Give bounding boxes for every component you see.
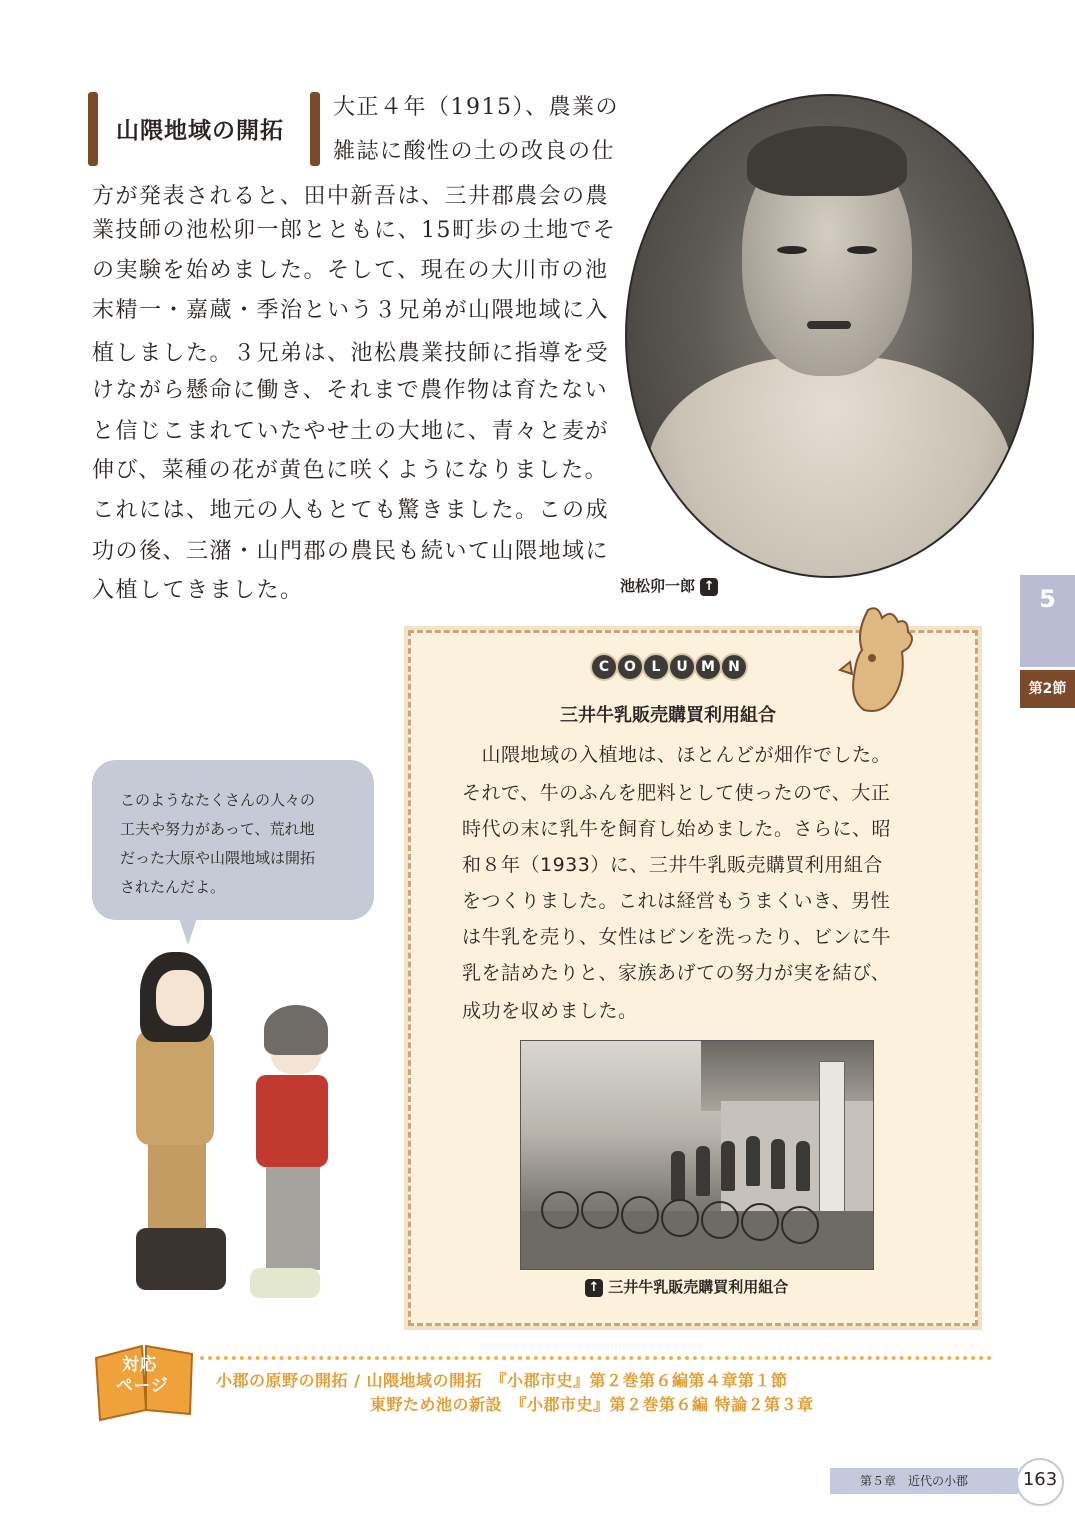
- column-badge-letter: U: [670, 655, 694, 679]
- boy-shoes: [250, 1268, 320, 1298]
- reference-line-1: 小郡の原野の開拓 / 山隈地域の開拓 『小郡市史』第２巻第６編第４章第１節: [216, 1371, 788, 1390]
- column-badge-letter: N: [722, 655, 746, 679]
- portrait-body: [647, 356, 1012, 578]
- heading-bar-right: [310, 92, 320, 166]
- up-arrow-icon: ↑: [700, 578, 718, 596]
- photo-bicycle-wheel: [621, 1196, 659, 1234]
- body-line: 雑誌に酸性の土の改良の仕: [333, 139, 616, 164]
- column-badge-letter: O: [618, 655, 642, 679]
- column-line: それで、牛のふんを肥料として使ったので、大正: [462, 782, 891, 804]
- column-badge: [592, 655, 748, 683]
- bubble-line: だった大原や山隈地域は開拓: [120, 849, 316, 867]
- photo-bicycle-wheel: [581, 1191, 619, 1229]
- body-line: 伸び、菜種の花が黄色に咲くようになりました。: [92, 458, 609, 483]
- column-title: 三井牛乳販売購買利用組合: [560, 705, 776, 726]
- heading-bar-left: [88, 92, 98, 166]
- photo-person: [746, 1136, 760, 1186]
- column-line: をつくりました。これは経営もうまくいき、男性: [462, 890, 891, 912]
- body-line: けながら懸命に働き、それまで農作物は育たない: [92, 378, 609, 403]
- book-label-2: ページ: [116, 1376, 169, 1396]
- column-line: 成功を収めました。: [462, 1000, 638, 1022]
- page-number: 163: [1022, 1469, 1058, 1490]
- section-label: 第2節: [1020, 670, 1075, 708]
- body-line: 末精一・嘉蔵・季治という３兄弟が山隈地域に入: [92, 298, 610, 323]
- cooperative-photo: [520, 1040, 874, 1270]
- column-badge-letter: M: [696, 655, 720, 679]
- portrait-hair: [747, 126, 907, 196]
- photo-person: [696, 1146, 710, 1196]
- column-line: は牛乳を売り、女性はビンを洗ったり、ビンに牛: [462, 926, 892, 948]
- speech-bubble-tail: [178, 915, 198, 945]
- bubble-line: 工夫や努力があって、荒れ地: [120, 820, 315, 838]
- photo-caption-text: 三井牛乳販売購買利用組合: [608, 1278, 789, 1296]
- portrait-mustache: [807, 321, 851, 329]
- photo-signboard: [819, 1061, 845, 1213]
- body-line: これには、地元の人もとても驚きました。この成: [92, 498, 610, 523]
- rooster-icon: [838, 602, 920, 714]
- photo-bicycle-wheel: [701, 1201, 739, 1239]
- body-line: 方が発表されると、田中新吾は、三井郡農会の農: [92, 184, 610, 209]
- boy-body: [256, 1075, 328, 1167]
- book-label-1: 対応: [122, 1355, 157, 1375]
- girl-body: [136, 1030, 214, 1145]
- photo-person: [671, 1151, 685, 1201]
- photo-caption: [585, 1276, 788, 1297]
- column-badge-letter: L: [644, 655, 668, 679]
- photo-bicycle-wheel: [541, 1191, 579, 1229]
- photo-bicycle-wheel: [781, 1206, 819, 1244]
- boy-legs: [266, 1160, 320, 1270]
- photo-bicycle-wheel: [661, 1199, 699, 1237]
- column-line: 和８年（1933）に、三井牛乳販売購買利用組合: [462, 854, 883, 876]
- girl-face: [156, 970, 204, 1026]
- column-badge-letter: C: [592, 655, 616, 679]
- photo-person: [771, 1139, 785, 1189]
- chapter-number: 5: [1039, 585, 1056, 613]
- portrait-eye: [847, 246, 877, 254]
- bubble-line: されたんだよ。: [120, 878, 226, 896]
- portrait-photo: [625, 94, 1034, 578]
- reference-divider: [200, 1356, 992, 1360]
- girl-legs: [148, 1140, 206, 1240]
- photo-person: [796, 1141, 810, 1191]
- girl-boots: [136, 1228, 226, 1290]
- portrait-caption: [620, 575, 718, 596]
- photo-person: [721, 1141, 735, 1191]
- body-line: 大正４年（1915）、農業の: [333, 95, 619, 120]
- body-line: と信じこまれていたやせ土の大地に、青々と麦が: [92, 419, 610, 444]
- body-line: 功の後、三潴・山門郡の農民も続いて山隈地域に: [92, 539, 610, 564]
- body-line: の実験を始めました。そして、現在の大川市の池: [92, 258, 609, 283]
- body-line: 植しました。３兄弟は、池松農業技師に指導を受: [92, 341, 610, 366]
- up-arrow-icon: ↑: [585, 1279, 603, 1297]
- body-line: 業技師の池松卯一郎とともに、15町歩の土地でそ: [92, 218, 617, 243]
- portrait-eye: [777, 246, 807, 254]
- section-heading-text: 山隈地域の開拓: [116, 118, 284, 144]
- column-line: 時代の末に乳牛を飼育し始めました。さらに、昭: [462, 818, 892, 840]
- reference-line-2: 東野ため池の新設 『小郡市史』第２巻第６編 特論２第３章: [370, 1395, 814, 1414]
- column-line: 山隈地域の入植地は、ほとんどが畑作でした。: [462, 744, 892, 766]
- bubble-line: このようなたくさんの人々の: [120, 791, 316, 809]
- portrait-caption-text: 池松卯一郎: [620, 577, 696, 595]
- body-line: 入植してきました。: [92, 578, 304, 603]
- column-line: 乳を詰めたりと、家族あげての努力が実を結び、: [462, 962, 891, 984]
- boy-hair: [264, 1005, 328, 1055]
- footer-chapter: 第５章 近代の小郡: [860, 1474, 969, 1488]
- photo-bicycle-wheel: [741, 1203, 779, 1241]
- section-heading: [88, 92, 320, 166]
